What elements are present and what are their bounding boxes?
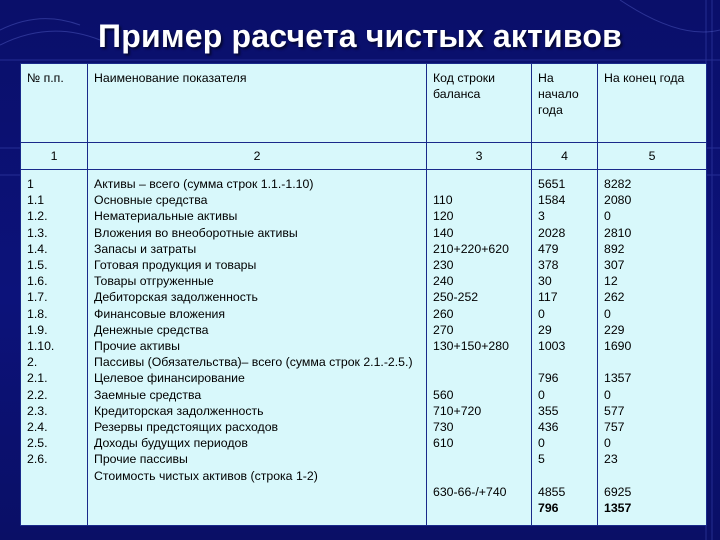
name-cell: Дебиторская задолженность xyxy=(94,290,258,305)
index-cell: 2.4. xyxy=(27,420,48,435)
end-cell: 577 xyxy=(604,403,625,418)
start-cell: 4855 xyxy=(538,484,566,499)
end-cell: 2810 xyxy=(604,225,632,240)
start-cell: 0 xyxy=(538,436,545,451)
code-cell: 710+720 xyxy=(433,403,482,418)
start-cell: 436 xyxy=(538,420,559,435)
end-cell: 0 xyxy=(604,306,611,321)
blank-line xyxy=(433,451,525,467)
start-net-assets: 796 xyxy=(538,501,559,516)
end-cell: 12 xyxy=(604,274,618,289)
name-cell: Кредиторская задолженность xyxy=(94,403,264,418)
start-cell: 2028 xyxy=(538,225,566,240)
code-cell: 140 xyxy=(433,225,454,240)
blank-line xyxy=(433,176,525,192)
index-cell: 2.3. xyxy=(27,403,48,418)
code-cell: 240 xyxy=(433,274,454,289)
column-number-row xyxy=(21,143,707,170)
code-cell: 210+220+620 xyxy=(433,241,509,256)
index-cell: 1.6. xyxy=(27,274,48,289)
code-cell: 560 xyxy=(433,387,454,402)
name-cell: Заемные средства xyxy=(94,387,202,402)
name-column xyxy=(88,170,427,526)
column-number: 4 xyxy=(532,143,598,170)
blank-line xyxy=(604,468,700,484)
header-end: На конец года xyxy=(598,64,707,143)
blank-line xyxy=(433,354,525,370)
name-cell: Товары отгруженные xyxy=(94,274,214,289)
index-column xyxy=(21,170,88,526)
end-cell: 2080 xyxy=(604,193,632,208)
index-cell: 1.7. xyxy=(27,290,48,305)
blank-line xyxy=(604,354,700,370)
name-cell: Вложения во внеоборотные активы xyxy=(94,225,298,240)
index-cell: 1.1 xyxy=(27,193,45,208)
start-cell: 1003 xyxy=(538,339,566,354)
index-cell: 2.6. xyxy=(27,452,48,467)
name-cell: Основные средства xyxy=(94,193,208,208)
header-name: Наименование показателя xyxy=(88,64,427,143)
start-cell: 0 xyxy=(538,306,545,321)
start-cell: 30 xyxy=(538,274,552,289)
name-cell: Резервы предстоящих расходов xyxy=(94,420,279,435)
end-cell: 757 xyxy=(604,420,625,435)
end-cell: 229 xyxy=(604,322,625,337)
name-cell: Запасы и затраты xyxy=(94,241,197,256)
end-cell: 23 xyxy=(604,452,618,467)
index-cell: 1.8. xyxy=(27,306,48,321)
end-column xyxy=(598,170,707,526)
code-cell: 110 xyxy=(433,193,453,208)
end-cell: 0 xyxy=(604,209,611,224)
name-cell: Денежные средства xyxy=(94,322,209,337)
name-cell: Нематериальные активы xyxy=(94,209,238,224)
start-cell: 117 xyxy=(538,290,558,305)
end-cell: 1690 xyxy=(604,339,632,354)
code-cell: 610 xyxy=(433,436,454,451)
start-cell: 5651 xyxy=(538,177,566,191)
index-cell: 1.5. xyxy=(27,258,48,273)
name-cell: Готовая продукция и товары xyxy=(94,258,257,273)
name-cell: Финансовые вложения xyxy=(94,306,226,321)
end-cell: 0 xyxy=(604,436,611,451)
start-column xyxy=(532,170,598,526)
index-cell: 1.10. xyxy=(27,339,55,354)
start-cell: 29 xyxy=(538,322,552,337)
column-number: 3 xyxy=(427,143,532,170)
name-cell: Прочие пассивы xyxy=(94,452,188,467)
index-cell: 2.5. xyxy=(27,436,48,451)
name-cell: Целевое финансирование xyxy=(94,371,245,386)
index-cell: 2.1. xyxy=(27,371,48,386)
index-cell: 1.2. xyxy=(27,209,48,224)
table-header-row xyxy=(21,64,707,143)
blank-line xyxy=(433,468,525,484)
code-cell: 120 xyxy=(433,209,454,224)
end-cell: 8282 xyxy=(604,177,632,191)
blank-line xyxy=(538,354,591,370)
header-start: На начало года xyxy=(532,64,598,143)
blank-line xyxy=(433,370,525,386)
start-cell: 796 xyxy=(538,371,559,386)
code-cell: 260 xyxy=(433,306,454,321)
index-cell: 2. xyxy=(27,355,38,370)
header-index: № п.п. xyxy=(21,64,88,143)
column-number: 2 xyxy=(88,143,427,170)
index-cell: 1 xyxy=(27,177,34,191)
code-cell: 630-66-/+740 xyxy=(433,484,507,499)
start-cell: 3 xyxy=(538,209,545,224)
name-cell: Доходы будущих периодов xyxy=(94,436,248,451)
name-cell: Пассивы (Обязательства)– всего (сумма строк 2.1.-2.5.) xyxy=(94,355,413,370)
start-cell: 1584 xyxy=(538,193,566,208)
index-cell: 1.4. xyxy=(27,241,48,256)
index-cell: 2.2. xyxy=(27,387,48,402)
end-cell: 1357 xyxy=(604,371,632,386)
end-net-assets: 1357 xyxy=(604,501,632,516)
blank-line xyxy=(538,468,591,484)
end-cell: 892 xyxy=(604,241,625,256)
start-cell: 355 xyxy=(538,403,559,418)
column-number: 5 xyxy=(598,143,707,170)
start-cell: 479 xyxy=(538,241,559,256)
start-cell: 378 xyxy=(538,258,559,273)
end-cell: 0 xyxy=(604,387,611,402)
net-assets-table xyxy=(20,63,707,526)
start-cell: 0 xyxy=(538,387,545,402)
code-cell: 230 xyxy=(433,258,454,272)
slide-title: Пример расчета чистых активов xyxy=(98,18,622,54)
code-cell: 130+150+280 xyxy=(433,339,509,354)
table-body-row xyxy=(21,170,707,526)
code-cell: 270 xyxy=(433,322,454,337)
index-cell: 1.3. xyxy=(27,225,48,240)
code-cell: 730 xyxy=(433,420,454,434)
name-cell: Стоимость чистых активов (строка 1-2) xyxy=(94,468,318,483)
code-cell: 250-252 xyxy=(433,290,479,305)
name-cell: Прочие активы xyxy=(94,339,181,354)
column-number: 1 xyxy=(21,143,88,170)
start-cell: 5 xyxy=(538,452,545,467)
header-code: Код строки баланса xyxy=(427,64,532,143)
code-column xyxy=(427,170,532,526)
name-cell: Активы – всего (сумма строк 1.1.-1.10) xyxy=(94,177,314,191)
end-cell: 307 xyxy=(604,258,625,273)
end-cell: 6925 xyxy=(604,484,632,499)
index-cell: 1.9. xyxy=(27,322,48,337)
end-cell: 262 xyxy=(604,290,625,305)
